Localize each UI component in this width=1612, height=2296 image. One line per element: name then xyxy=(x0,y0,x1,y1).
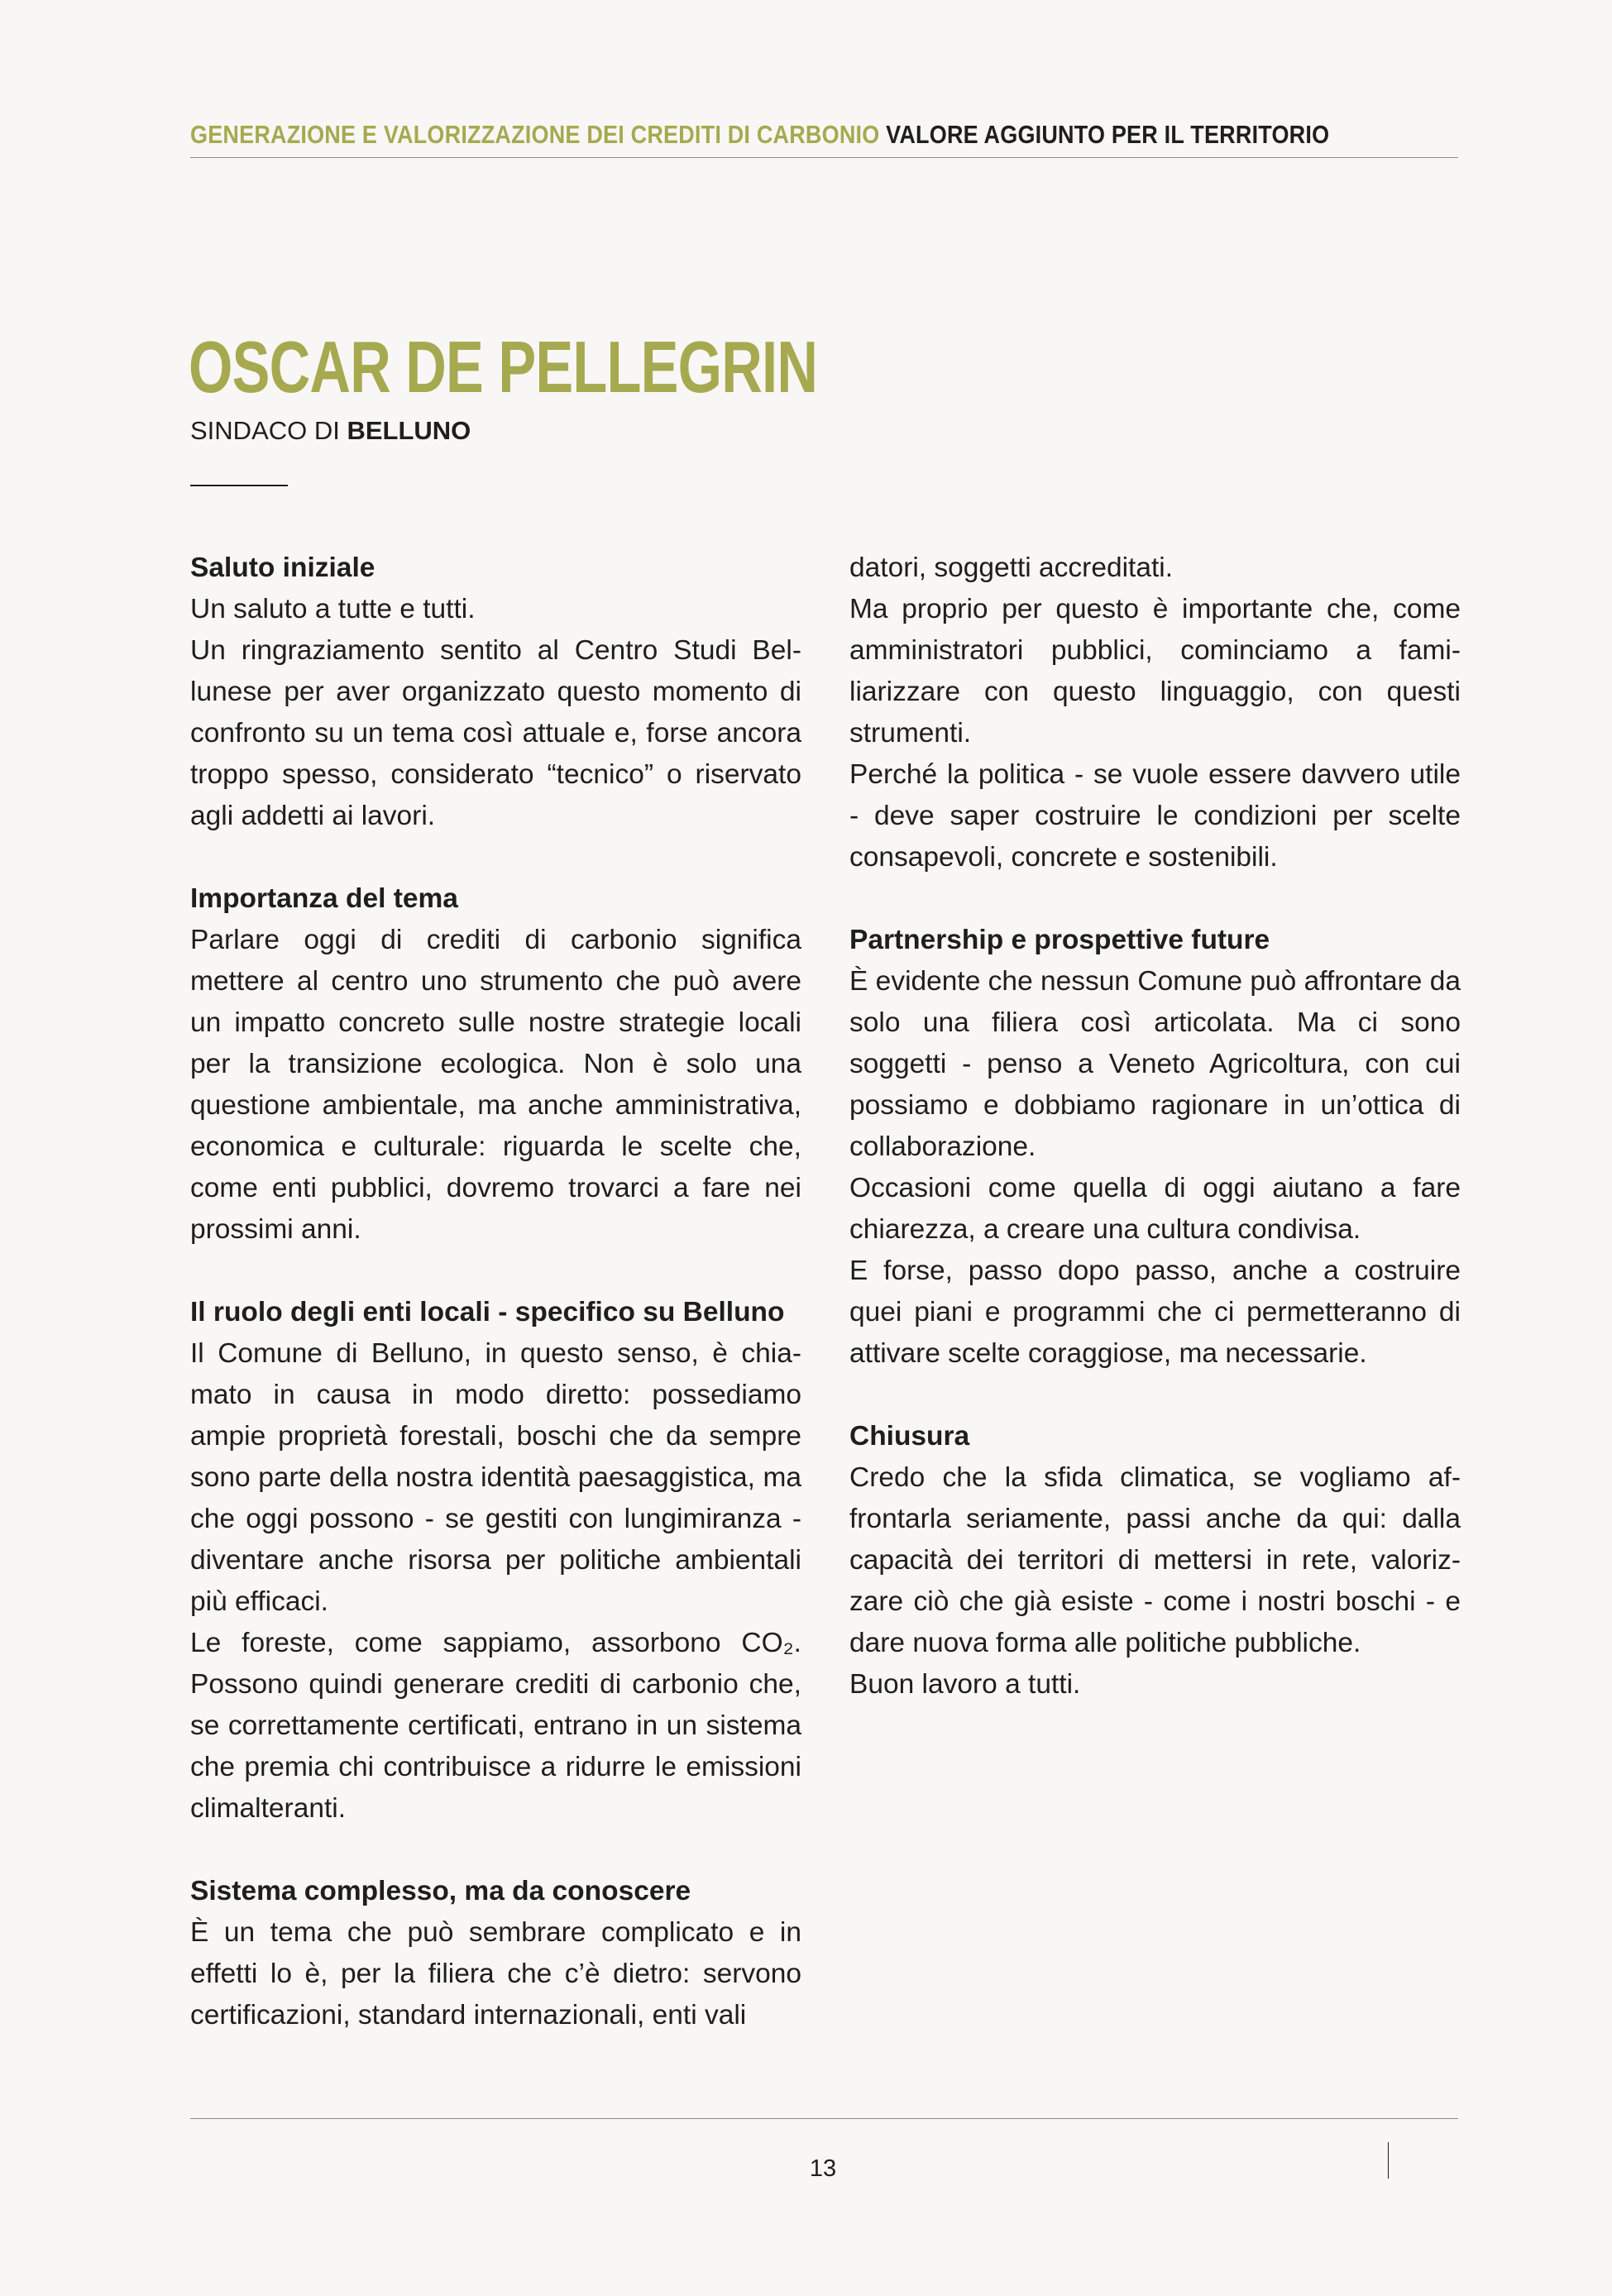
footer-divider xyxy=(190,2118,1458,2119)
body-paragraph: È un tema che può sembrare complicato e in effetti lo è, per la filiera che c’è dietro: servono certificazioni, standard internazionali, enti vali xyxy=(190,1917,801,2031)
body-paragraph: E forse, passo dopo passo, anche a costruire quei piani e programmi che ci permetteranno di attivare scelte coraggiose, ma necessarie. xyxy=(849,1256,1461,1369)
body-paragraph: Ma proprio per questo è importante che, come amministratori pubblici, cominciamo a familiarizzare con questo linguaggio, con questi strumenti. xyxy=(849,594,1461,749)
text-column-right xyxy=(849,548,1461,1747)
body-paragraph: Buon lavoro a tutti. xyxy=(849,1669,1081,1700)
body-paragraph: Un ringraziamento sentito al Centro Studi Bellunese per aver organizzato questo momento di confronto su un tema così attuale e, forse ancora troppo spesso, considerato “tecnico” o riservato agli addetti ai lavori. xyxy=(190,635,801,831)
author-role xyxy=(190,416,471,446)
text-column-left xyxy=(190,548,801,2078)
section-heading: Partnership e prospettive future xyxy=(849,925,1270,955)
page-marker-line xyxy=(1388,2142,1389,2179)
article-section xyxy=(190,548,801,837)
running-header xyxy=(190,121,1458,150)
header-section-title: VALORE AGGIUNTO PER IL TERRITORIO xyxy=(886,121,1330,149)
body-paragraph: È evidente che nessun Comune può affrontare da solo una filiera così articolata. Ma ci sono soggetti - penso a Veneto Agricoltura, con cui possiamo e dobbiamo ragionare in un’ottica di collaborazione. xyxy=(849,966,1461,1162)
body-paragraph: datori, soggetti accreditati. xyxy=(849,552,1174,583)
body-paragraph: Le foreste, come sappiamo, assorbono CO₂. Possono quindi generare crediti di carbonio che, se correttamente certificati, entrano in un sistema che premia chi contribuisce a ridurre le emissioni climalteranti. xyxy=(190,1628,801,1824)
page-number: 13 xyxy=(809,2155,837,2182)
section-heading: Chiusura xyxy=(849,1421,970,1452)
article-section xyxy=(190,1871,801,2036)
section-heading: Sistema complesso, ma da conoscere xyxy=(190,1876,691,1906)
section-heading: Il ruolo degli enti locali - specifico su Belluno xyxy=(190,1297,785,1327)
article-section xyxy=(849,1416,1461,1705)
article-section xyxy=(190,878,801,1251)
body-paragraph: Perché la politica - se vuole essere davvero utile - deve saper costruire le condizioni per scelte consapevoli, concrete e sostenibili. xyxy=(849,759,1461,873)
title-underline xyxy=(190,485,288,486)
article-section xyxy=(190,1292,801,1830)
author-name: OSCAR DE PELLEGRIN xyxy=(189,326,818,408)
body-paragraph: Credo che la sfida climatica, se vogliamo affrontarla seriamente, passi anche da qui: dalla capacità dei territori di mettersi in rete, valorizzare ciò che già esiste - come i nostri boschi - e dare nuova forma alle politiche pubbliche. xyxy=(849,1462,1461,1658)
body-paragraph: Un saluto a tutte e tutti. xyxy=(190,594,476,624)
section-heading: Saluto iniziale xyxy=(190,552,375,583)
header-divider xyxy=(190,157,1458,158)
article-section xyxy=(849,920,1461,1375)
body-paragraph: Il Comune di Belluno, in questo senso, è chiamato in causa in modo diretto: possediamo ampie proprietà forestali, boschi che da sempre sono parte della nostra identità paesaggistica, ma che oggi possono - se gestiti con lungimiranza - diventare anche risorsa per politiche ambientali più efficaci. xyxy=(190,1338,801,1617)
article-section xyxy=(849,548,1461,878)
body-paragraph: Parlare oggi di crediti di carbonio significa mettere al centro uno strumento che può avere un impatto concreto sulle nostre strategie locali per la transizione ecologica. Non è solo una questione ambientale, ma anche amministrativa, economica e culturale: riguarda le scelte che, come enti pubblici, dovremo trovarci a fare nei prossimi anni. xyxy=(190,925,801,1245)
author-role-title: SINDACO DI xyxy=(190,416,347,445)
header-publication-title: GENERAZIONE E VALORIZZAZIONE DEI CREDITI DI CARBONIO xyxy=(190,121,880,149)
author-role-place: BELLUNO xyxy=(347,416,471,445)
body-paragraph: Occasioni come quella di oggi aiutano a fare chiarezza, a creare una cultura condivisa. xyxy=(849,1173,1461,1245)
section-heading: Importanza del tema xyxy=(190,883,458,914)
